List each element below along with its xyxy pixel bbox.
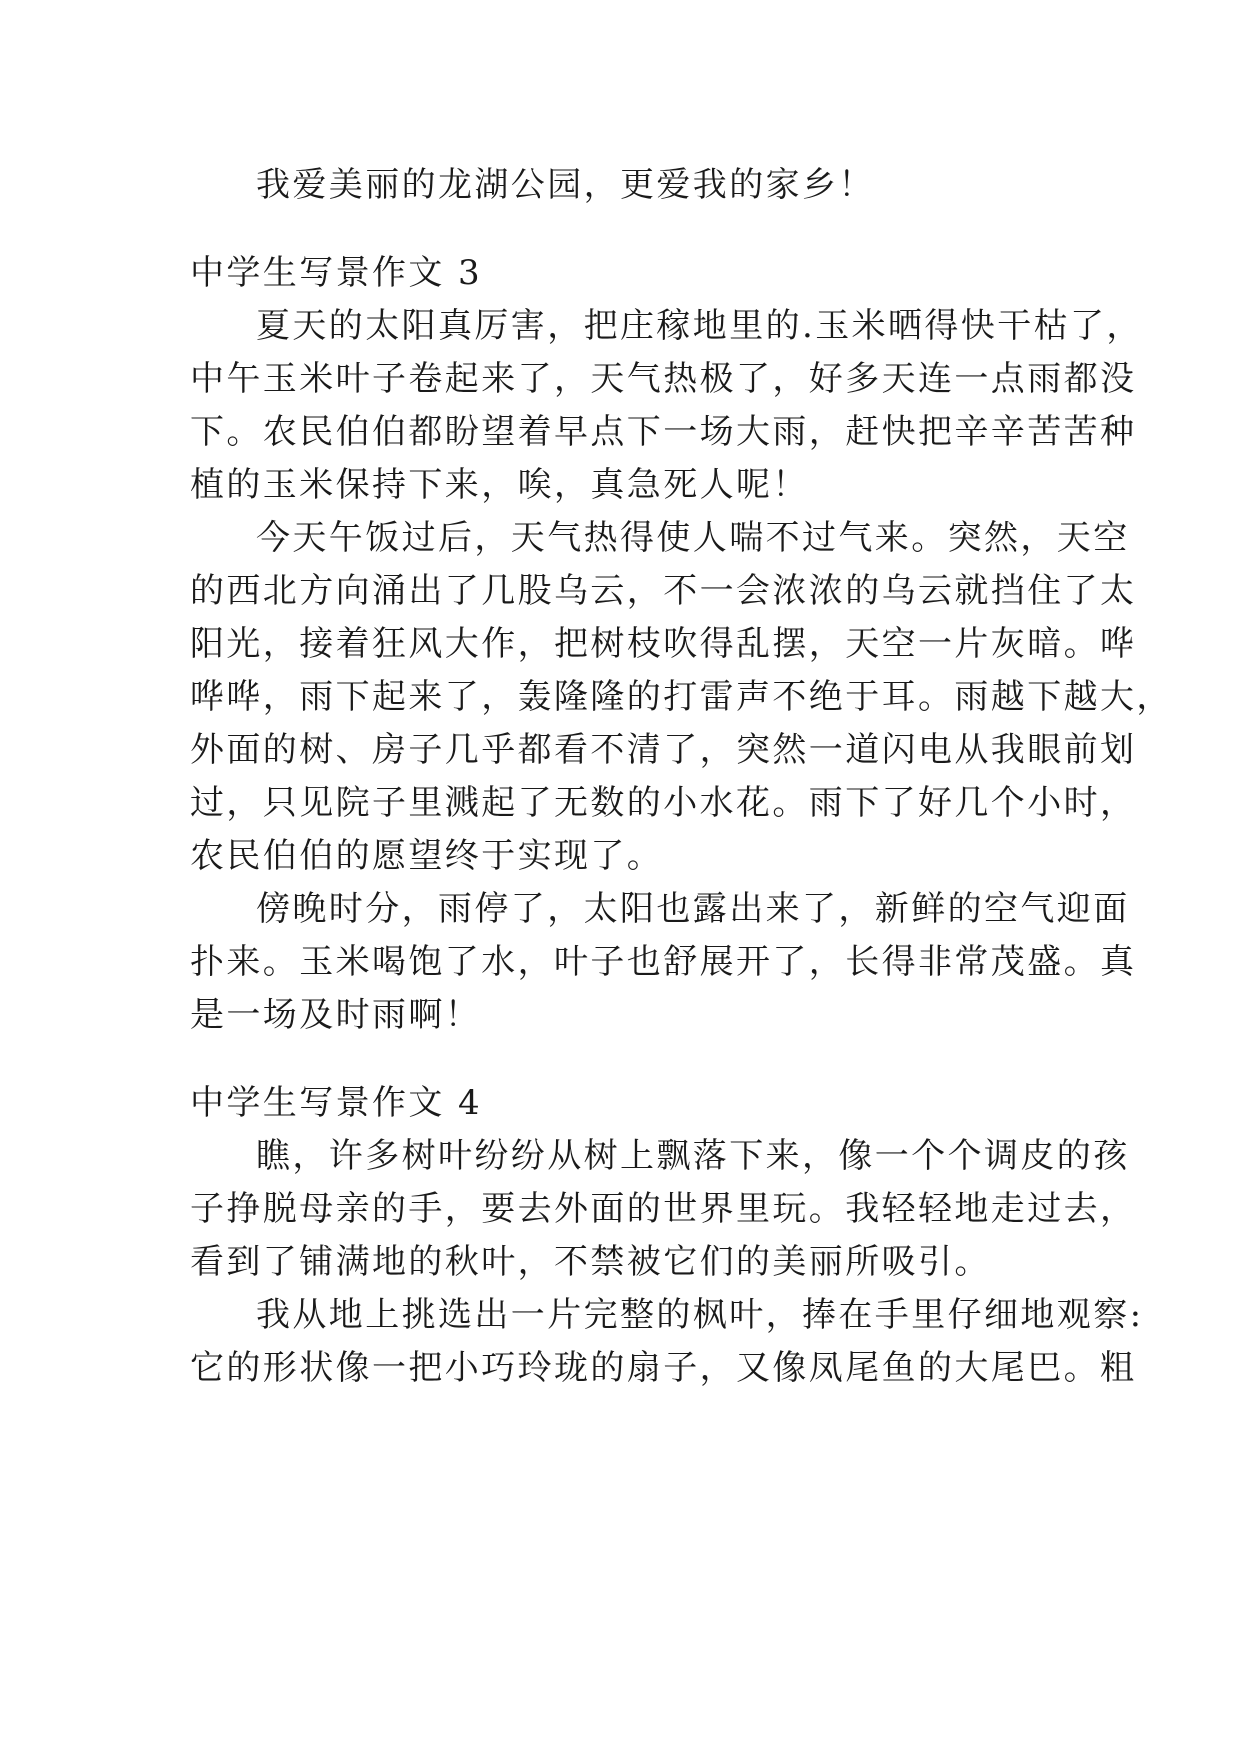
- paragraph-line: 的西北方向涌出了几股乌云，不一会浓浓的乌云就挡住了太: [190, 571, 1137, 611]
- paragraph-line: 子挣脱母亲的手，要去外面的世界里玩。我轻轻地走过去，: [190, 1189, 1137, 1229]
- paragraph-line: 哗哗，雨下起来了，轰隆隆的打雷声不绝于耳。雨越下越大，: [190, 677, 1173, 717]
- paragraph-line: 中午玉米叶子卷起来了，天气热极了，好多天连一点雨都没: [190, 359, 1137, 399]
- paragraph-line: 农民伯伯的愿望终于实现了。: [190, 836, 664, 876]
- paragraph-line: 过，只见院子里溅起了无数的小水花。雨下了好几个小时，: [190, 783, 1137, 823]
- paragraph-line: 我从地上挑选出一片完整的枫叶，捧在手里仔细地观察:: [256, 1295, 1144, 1335]
- paragraph-line: 下。农民伯伯都盼望着早点下一场大雨，赶快把辛辛苦苦种: [190, 412, 1137, 452]
- section-heading: 中学生写景作文 4: [190, 1083, 483, 1123]
- paragraph-line: 是一场及时雨啊！: [190, 995, 482, 1035]
- paragraph-line: 植的玉米保持下来，唉，真急死人呢！: [190, 465, 809, 505]
- paragraph-line: 夏天的太阳真厉害，把庄稼地里的.玉米晒得快干枯了，: [256, 306, 1143, 346]
- paragraph-line: 扑来。玉米喝饱了水，叶子也舒展开了，长得非常茂盛。真: [190, 942, 1137, 982]
- paragraph-line: 傍晚时分，雨停了，太阳也露出来了，新鲜的空气迎面: [256, 889, 1130, 929]
- paragraph-line: 阳光，接着狂风大作，把树枝吹得乱摆，天空一片灰暗。哗: [190, 624, 1137, 664]
- paragraph-line: 看到了铺满地的秋叶，不禁被它们的美丽所吸引。: [190, 1242, 991, 1282]
- paragraph-line: 今天午饭过后，天气热得使人喘不过气来。突然，天空: [256, 518, 1130, 558]
- paragraph-line: 外面的树、房子几乎都看不清了，突然一道闪电从我眼前划: [190, 730, 1137, 770]
- section-heading: 中学生写景作文 3: [190, 253, 483, 293]
- paragraph-line: 我爱美丽的龙湖公园，更爱我的家乡！: [256, 165, 875, 205]
- paragraph-line: 瞧，许多树叶纷纷从树上飘落下来，像一个个调皮的孩: [256, 1136, 1130, 1176]
- paragraph-line: 它的形状像一把小巧玲珑的扇子，又像凤尾鱼的大尾巴。粗: [190, 1348, 1137, 1388]
